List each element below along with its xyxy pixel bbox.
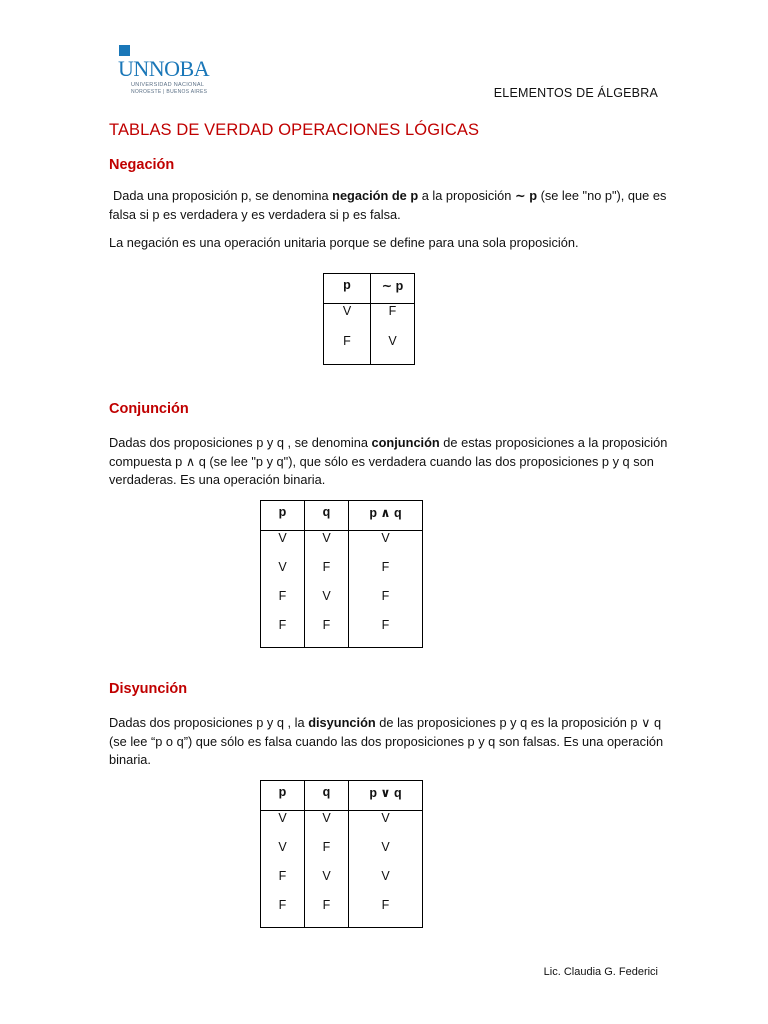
text-run: de estas proposiciones a la proposición compuesta p ∧ q (se lee "p y q"), que sólo es verdadera cuando las dos proposiciones p y q son verdaderas. Es una operación binaria. <box>109 435 668 487</box>
table-header-cell: p <box>324 274 371 304</box>
table-row <box>261 840 423 869</box>
section-heading-negacion: Negación <box>109 157 175 173</box>
truth-table-negacion <box>323 273 415 365</box>
table-cell: F <box>349 618 423 648</box>
table-cell: V <box>305 869 349 898</box>
table-row <box>261 589 423 618</box>
table-row <box>261 898 423 928</box>
table-cell: V <box>305 531 349 561</box>
table-header-row <box>324 274 415 304</box>
text-run: de las proposiciones p y q es la proposición p ∨ q (se lee “p o q”) que sólo es falsa cuando las dos proposiciones p y q son falsas. Es una operación binaria. <box>109 715 664 767</box>
table-row <box>324 334 415 365</box>
table-cell: V <box>349 811 423 841</box>
section-heading-disyuncion: Disyunción <box>109 681 188 697</box>
table-row <box>261 618 423 648</box>
table-header-cell: ∼ p <box>371 274 415 304</box>
table-cell: V <box>371 334 415 365</box>
text-run: a la proposición <box>418 188 515 203</box>
table-cell: V <box>324 304 371 335</box>
table-cell: F <box>305 898 349 928</box>
table-cell: F <box>305 560 349 589</box>
table-row <box>324 304 415 335</box>
table-cell: F <box>305 840 349 869</box>
table-cell: F <box>261 618 305 648</box>
truth-table-disyuncion <box>260 780 423 928</box>
table-cell: V <box>261 531 305 561</box>
logo-square-icon <box>119 45 130 56</box>
table-cell: V <box>261 811 305 841</box>
table-header-cell: q <box>305 781 349 811</box>
page-title: TABLAS DE VERDAD OPERACIONES LÓGICAS <box>109 121 480 139</box>
table-cell: F <box>349 560 423 589</box>
table-header-cell: p <box>261 501 305 531</box>
section-heading-conjuncion: Conjunción <box>109 401 189 417</box>
table-cell: V <box>305 811 349 841</box>
table-header-cell: p ∨ q <box>349 781 423 811</box>
table-cell: V <box>349 869 423 898</box>
text-run: (se lee "no p"), que es falsa si p es verdadera y es verdadera si p es falsa. <box>109 188 667 222</box>
table-cell: F <box>261 869 305 898</box>
table-cell: F <box>261 589 305 618</box>
table-cell: F <box>261 898 305 928</box>
logo-line-1: UNIVERSIDAD NACIONAL <box>131 82 205 88</box>
unnoba-logo <box>118 44 208 100</box>
course-title: ELEMENTOS DE ÁLGEBRA <box>493 86 658 100</box>
table-cell: F <box>371 304 415 335</box>
table-row <box>261 531 423 561</box>
table-header-row <box>261 501 423 531</box>
table-cell: V <box>305 589 349 618</box>
negacion-note: La negación es una operación unitaria porque se define para una sola proposición. <box>109 235 579 250</box>
table-cell: V <box>261 560 305 589</box>
table-header-cell: p <box>261 781 305 811</box>
negacion-definition <box>109 187 669 224</box>
table-cell: F <box>349 898 423 928</box>
term-disyuncion: disyunción <box>308 715 376 730</box>
table-cell: V <box>349 840 423 869</box>
conjuncion-definition <box>109 434 669 490</box>
footer-author: Lic. Claudia G. Federici <box>543 966 658 978</box>
text-run: Dada una proposición p, se denomina <box>113 188 333 203</box>
symbol-negation: ∼ p <box>514 188 538 203</box>
text-run: Dadas dos proposiciones p y q , la <box>109 715 309 730</box>
term-negacion: negación de p <box>332 188 419 203</box>
table-row <box>261 811 423 841</box>
truth-table-conjuncion <box>260 500 423 648</box>
table-header-cell: q <box>305 501 349 531</box>
term-conjuncion: conjunción <box>371 435 440 450</box>
disyuncion-definition <box>109 714 669 770</box>
table-row <box>261 560 423 589</box>
text-run: Dadas dos proposiciones p y q , se denomina <box>109 435 372 450</box>
table-cell: F <box>305 618 349 648</box>
table-header-cell: p ∧ q <box>349 501 423 531</box>
table-cell: F <box>324 334 371 365</box>
logo-line-2: NOROESTE | BUENOS AIRES <box>131 89 208 95</box>
table-cell: V <box>349 531 423 561</box>
table-cell: F <box>349 589 423 618</box>
table-header-row <box>261 781 423 811</box>
logo-name: UNNOBA <box>118 56 210 81</box>
table-cell: V <box>261 840 305 869</box>
table-row <box>261 869 423 898</box>
